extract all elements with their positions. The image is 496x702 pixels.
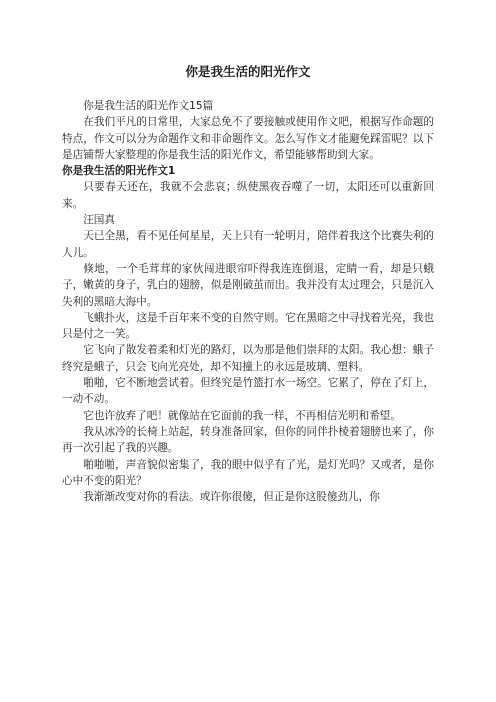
paragraph: 只要春天还在，我就不会悲哀；纵使黑夜吞噬了一切，太阳还可以重新回来。 (62, 181, 434, 210)
section-heading: 你是我生活的阳光作文1 (62, 165, 176, 178)
paragraph: 我从冰冷的长椅上站起，转身准备回家，但你的同伴扑棱着翅膀也来了，你再一次引起了我的兴趣。 (62, 425, 434, 455)
paragraph: 它也许放弃了吧！就像站在它面前的我一样，不再相信光明和希望。 (83, 409, 401, 422)
document-body (62, 98, 434, 505)
paragraph: 倏地，一个毛茸茸的家伙闯进眼帘吓得我连连倒退，定睛一看，却是只蛾子，嫩黄的身子，乳白的翅膀，似是刚破茧而出。我并没有太过理会，只是沉入失利的黑暗大海中。 (62, 262, 434, 308)
paragraph: 啪啪，它不断地尝试着。但终究是竹篮打水一场空。它累了，停在了灯上，一动不动。 (62, 377, 434, 406)
paragraph: 它飞向了散发着柔和灯光的路灯，以为那是他们崇拜的太阳。我心想：蛾子终究是蛾子，只会飞向光亮处，却不知撞上的永远是玻璃、塑料。 (62, 344, 434, 373)
document-page (62, 56, 434, 505)
paragraph: 你是我生活的阳光作文15篇 (83, 100, 214, 112)
paragraph: 我渐渐改变对你的看法。或许你很傻，但正是你这股傻劲儿，你 (83, 491, 380, 504)
paragraph: 天已全黑，看不见任何星星，天上只有一轮明月，陪伴着我这个比赛失利的人儿。 (62, 230, 434, 259)
paragraph: 在我们平凡的日常里，大家总免不了要接触或使用作文吧，根据写作命题的特点，作文可以分为命题作文和非命题作文。怎么写作文才能避免踩雷呢？以下是店铺帮大家整理的你是我生活的阳光作文，希望能够帮助到大家。 (62, 116, 434, 161)
paragraph: 汪国真 (83, 214, 115, 227)
paragraph: 啪啪啪，声音貌似密集了，我的眼中似乎有了光，是灯光吗？又或者，是你心中不变的阳光？ (62, 458, 434, 487)
paragraph: 飞蛾扑火，这是千百年来不变的自然守则。它在黑暗之中寻找着光亮，我也只是付之一笑。 (62, 311, 434, 341)
document-title: 你是我生活的阳光作文 (185, 64, 311, 79)
